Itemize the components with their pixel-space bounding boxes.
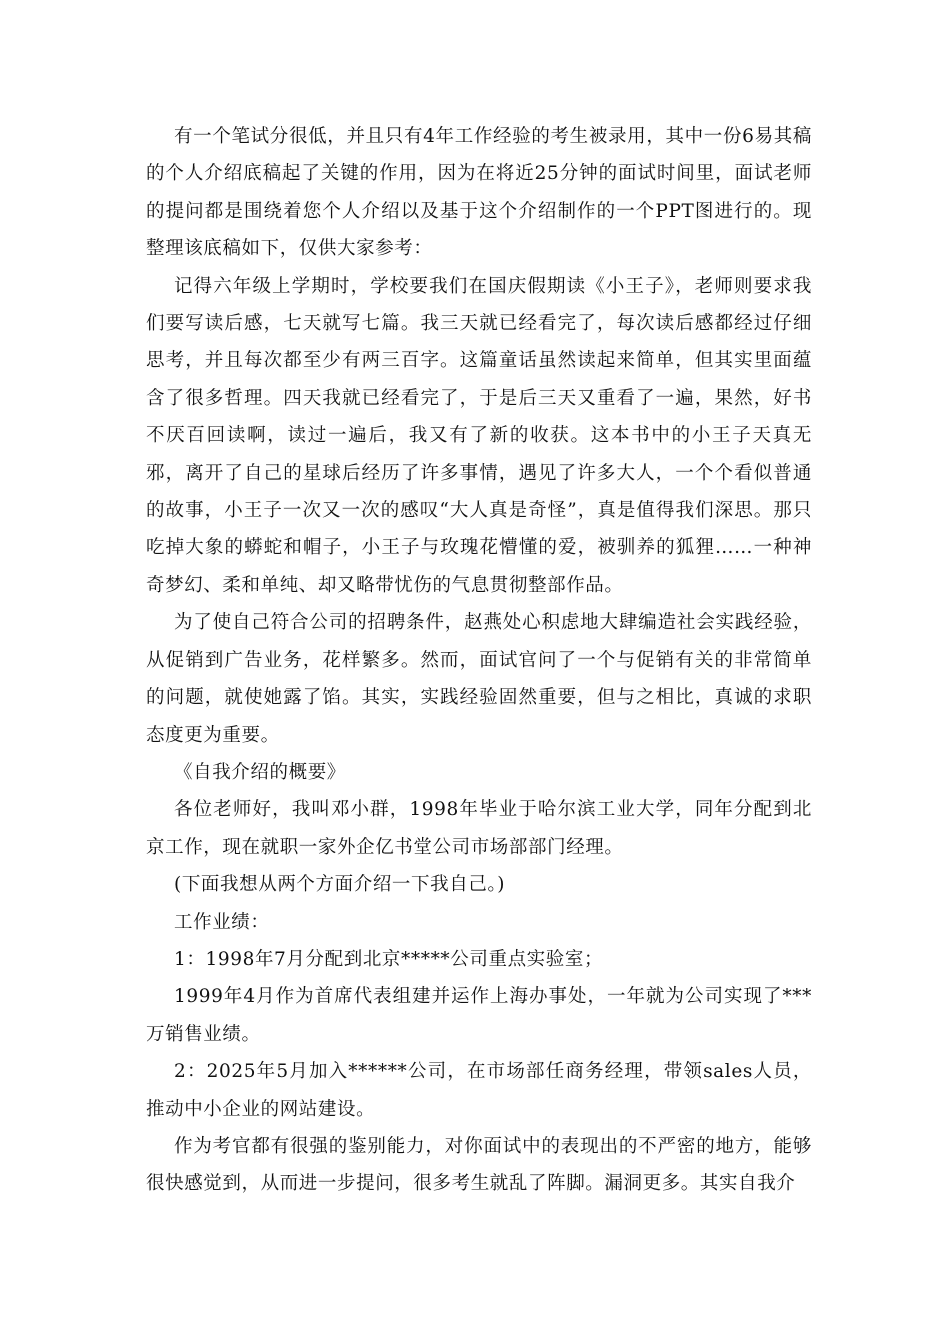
paragraph-intro: 有一个笔试分很低，并且只有4年工作经验的考生被录用，其中一份6易其稿的个人介绍底稿起了关键的作用，因为在将近25分钟的面试时间里，面试老师的提问都是围绕着您个人介绍以及基于这个介绍制作的一个PPT图进行的。现整理该底稿如下，仅供大家参考： — [146, 126, 812, 260]
paragraph-greeting: 各位老师好，我叫邓小群，1998年毕业于哈尔滨工业大学，同年分配到北京工作，现在就职一家外企亿书堂公司市场部部门经理。 — [146, 799, 812, 858]
section-heading-self-intro-summary: 《自我介绍的概要》 — [174, 761, 346, 783]
list-item-1: 1：1998年7月分配到北京*****公司重点实验室； — [174, 948, 604, 970]
paragraph-examiner: 作为考官都有很强的鉴别能力，对你面试中的表现出的不严密的地方，能够很快感觉到，从而进一步提问，很多考生就乱了阵脚。漏洞更多。其实自我介 — [146, 1135, 812, 1195]
paragraph-two-aspects: (下面我想从两个方面介绍一下我自己。) — [174, 874, 506, 896]
paragraph-zhao-yan: 为了使自己符合公司的招聘条件，赵燕处心积虑地大肆编造社会实践经验，从促销到广告业务，花样繁多。然而，面试官问了一个与促销有关的非常简单的问题，就使她露了馅。其实，实践经验固然重要，但与之相比，真诚的求职态度更为重要。 — [146, 612, 812, 746]
document-body — [146, 118, 812, 1203]
list-item-1-detail: 1999年4月作为首席代表组建并运作上海办事处，一年就为公司实现了***万销售业绩。 — [146, 986, 812, 1045]
paragraph-work-achievements-label: 工作业绩： — [174, 911, 270, 933]
list-item-2: 2：2025年5月加入******公司，在市场部任商务经理，带领sales人员，推动中小企业的网站建设。 — [146, 1061, 812, 1120]
paragraph-little-prince: 记得六年级上学期时，学校要我们在国庆假期读《小王子》，老师则要求我们要写读后感，七天就写七篇。我三天就已经看完了，每次读后感都经过仔细思考，并且每次都至少有两三百字。这篇童话虽然读起来简单，但其实里面蕴含了很多哲理。四天我就已经看完了，于是后三天又重看了一遍，果然，好书不厌百回读啊，读过一遍后，我又有了新的收获。这本书中的小王子天真无邪，离开了自己的星球后经历了许多事情，遇见了许多大人，一个个看似普通的故事，小王子一次又一次的感叹“大人真是奇怪”，真是值得我们深思。那只吃掉大象的蟒蛇和帽子，小王子与玫瑰花懵懂的爱，被驯养的狐狸……一种神奇梦幻、柔和单纯、却又略带忧伤的气息贯彻整部作品。 — [146, 275, 812, 596]
